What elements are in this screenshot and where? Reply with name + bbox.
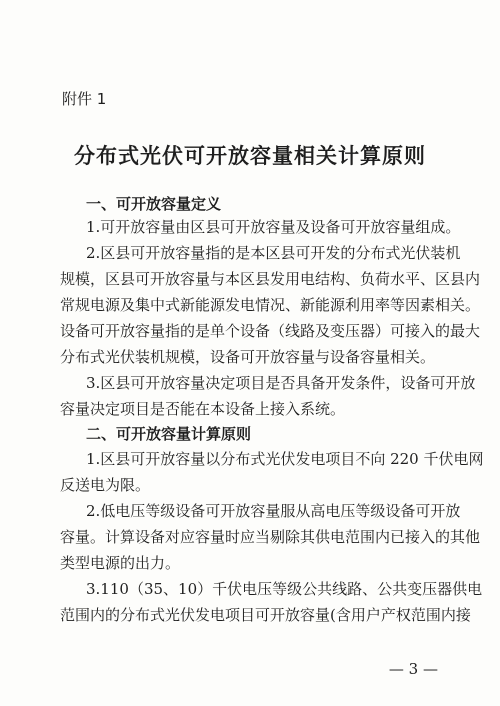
s2-p1-line-1: 1.区县可开放容量以分布式光伏发电项目不向 220 千伏电网 (86, 450, 484, 468)
s1-p2-line-4: 设备可开放容量指的是单个设备（线路及变压器）可接入的最大 (60, 322, 481, 340)
s2-p2-line-1: 2.低电压等级设备可开放容量服从高电压等级设备可开放 (86, 502, 461, 520)
section-2-heading: 二、可开放容量计算原则 (86, 425, 252, 443)
s1-p3-line-2: 容量决定项目是否能在本设备上接入系统。 (60, 400, 346, 418)
s1-p2-line-2: 规模，区县可开放容量与本区县发用电结构、负荷水平、区县内 (60, 270, 481, 288)
s2-p2-line-3: 类型电源的出力。 (60, 554, 181, 572)
s1-p3-line-1: 3.区县可开放容量决定项目是否具备开发条件，设备可开放 (86, 374, 476, 392)
s2-p1-line-2: 反送电为限。 (60, 476, 151, 494)
s1-p1-line-1: 1.可开放容量由区县可开放容量及设备可开放容量组成。 (86, 218, 461, 236)
page-number: — 3 — (388, 660, 438, 678)
document-title: 分布式光伏可开放容量相关计算原则 (74, 143, 426, 168)
section-1-heading: 一、可开放容量定义 (86, 195, 222, 213)
s1-p2-line-5: 分布式光伏装机规模，设备可开放容量与设备容量相关。 (60, 348, 436, 366)
s2-p3-line-1: 3.110（35、10）千伏电压等级公共线路、公共变压器供电 (86, 580, 483, 598)
s2-p3-line-2: 范围内的分布式光伏发电项目可开放容量(含用户产权范围内接 (60, 606, 471, 624)
s2-p2-line-2: 容量。计算设备对应容量时应当剔除其供电范围内已接入的其他 (60, 528, 481, 546)
s1-p2-line-1: 2.区县可开放容量指的是本区县可开发的分布式光伏装机 (86, 244, 461, 262)
attachment-label: 附件 1 (62, 90, 107, 108)
s1-p2-line-3: 常规电源及集中式新能源发电情况、新能源利用率等因素相关。 (60, 296, 481, 314)
